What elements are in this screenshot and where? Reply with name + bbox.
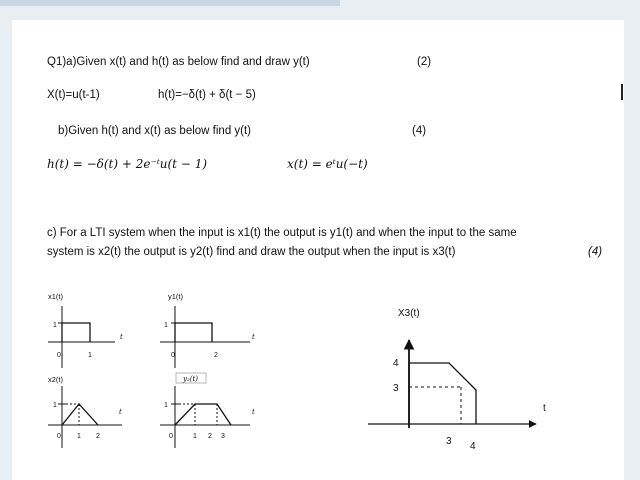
q1b-prompt: b)Given h(t) and x(t) as below find y(t) bbox=[58, 125, 252, 137]
q1b-x-equation: x(t) = eᵗu(−t) bbox=[287, 157, 368, 171]
q1b-h-equation: h(t) = −δ(t) + 2e⁻ᵗu(t − 1) bbox=[47, 157, 208, 171]
x1-pulse bbox=[62, 323, 90, 342]
q1c-prompt-line1: c) For a LTI system when the input is x1(t) the output is y1(t) and when the input to the same bbox=[47, 227, 517, 239]
x1-t-tick-0: 0 bbox=[57, 352, 61, 359]
q1a-x-definition: X(t)=u(t-1) bbox=[47, 89, 100, 101]
y1-label: y1(t) bbox=[168, 292, 183, 301]
y2-t-tick-1: 1 bbox=[193, 433, 197, 440]
q1b-marks: (4) bbox=[412, 125, 427, 137]
x2-amp-tick-label: 1 bbox=[53, 402, 57, 409]
x2-t-tick-0: 0 bbox=[57, 433, 61, 440]
x3-t-tick-4: 4 bbox=[470, 441, 476, 452]
y1-amp-tick-label: 1 bbox=[164, 322, 168, 329]
q1a-h-definition: h(t)=−δ(t) + δ(t − 5) bbox=[158, 89, 256, 101]
y2-plot bbox=[160, 373, 255, 448]
x2-plot bbox=[48, 375, 122, 448]
x3-amp-tick-3: 3 bbox=[393, 383, 399, 394]
y2-label: y₂(t) bbox=[183, 375, 199, 383]
x3-label: X3(t) bbox=[398, 308, 420, 319]
y1-axis-label: t bbox=[252, 333, 255, 341]
y2-axis-label: t bbox=[252, 408, 255, 416]
y2-t-tick-3: 3 bbox=[221, 433, 225, 440]
x2-label: x2(t) bbox=[48, 375, 63, 384]
y1-t-tick-0: 0 bbox=[171, 352, 175, 359]
x1-plot bbox=[48, 292, 123, 368]
x3-amp-tick-4: 4 bbox=[393, 358, 399, 369]
x3-waveform bbox=[409, 363, 476, 424]
y2-t-tick-2: 2 bbox=[208, 433, 212, 440]
x1-label: x1(t) bbox=[48, 292, 63, 301]
x2-t-tick-2: 2 bbox=[96, 433, 100, 440]
x2-triangle bbox=[62, 404, 98, 425]
y1-t-tick-2: 2 bbox=[214, 352, 218, 359]
y2-t-tick-0: 0 bbox=[169, 433, 173, 440]
q1c-prompt-line2: system is x2(t) the output is y2(t) find and draw the output when the input is x3(t) bbox=[47, 246, 456, 258]
x2-t-tick-1: 1 bbox=[77, 433, 81, 440]
q1c-marks: (4) bbox=[588, 246, 603, 258]
y1-pulse bbox=[175, 323, 212, 342]
x3-t-tick-3: 3 bbox=[446, 436, 452, 447]
x1-amp-tick-label: 1 bbox=[53, 322, 57, 329]
x1-axis-label: t bbox=[120, 333, 123, 341]
y2-trapezoid bbox=[175, 404, 231, 425]
x2-axis-label: t bbox=[119, 408, 122, 416]
x1-t-tick-1: 1 bbox=[88, 352, 92, 359]
q1a-prompt: Q1)a)Given x(t) and h(t) as below find and draw y(t) bbox=[47, 56, 310, 68]
q1a-marks: (2) bbox=[417, 56, 432, 68]
x3-axis-label: t bbox=[543, 403, 546, 414]
y1-plot bbox=[160, 292, 255, 368]
y2-amp-tick-label: 1 bbox=[164, 402, 168, 409]
x3-plot bbox=[368, 308, 546, 452]
